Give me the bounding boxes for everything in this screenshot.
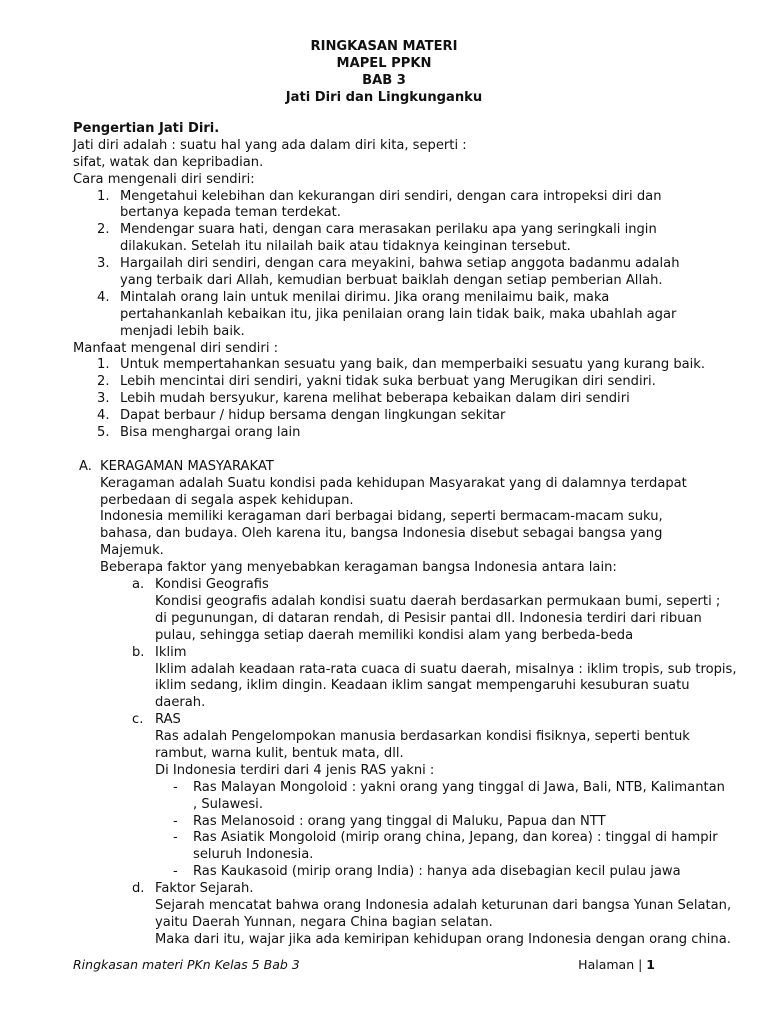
footer-page-number: 1 [646,957,655,972]
paragraph-line: perbedaan di segala aspek kehidupan. [100,492,354,508]
list-item [73,256,703,290]
manfaat-list [73,357,706,441]
list-item [73,222,703,256]
section-a-paragraph [100,476,703,577]
subsection-body [100,661,737,713]
subsection-title: Kondisi Geografis [155,577,269,593]
ras-item-line: , Sulawesi. [193,796,263,812]
ras-item-line: Ras Kaukasoid (mirip orang India) : hanya ada disebagian kecil pulau jawa [193,864,681,880]
list-item-number: 4. [97,289,110,305]
list-item-line: dilakukan. Setelah itu nilailah baik atau tidaknya keinginan tersebut. [120,239,571,255]
ras-item [100,814,703,831]
list-item-line: Hargailah diri sendiri, dengan cara meyakini, bahwa setiap anggota badanmu adalah [120,256,680,272]
subsection-body-line: yaitu Daerah Yunnan, negara China bagian selatan. [155,914,493,930]
ras-item [100,830,718,864]
list-item-line: Bisa menghargai orang lain [120,425,301,441]
paragraph-line: Beberapa faktor yang menyebabkan keragaman bangsa Indonesia antara lain: [100,560,617,576]
subsection-letter: a. [132,577,145,593]
paragraph-line: Keragaman adalah Suatu kondisi pada kehidupan Masyarakat yang di dalamnya terdapat [100,475,687,491]
ras-item-line: Ras Malayan Mongoloid : yakni orang yang tinggal di Jawa, Bali, NTB, Kalimantan [193,779,725,795]
list-item-number: 1. [97,188,110,204]
footer-page-label: Halaman | [578,957,643,972]
list-item-line: Lebih mencintai diri sendiri, yakni tidak suka berbuat yang Merugikan diri sendiri. [120,374,656,390]
subsection-body-line: daerah. [155,695,206,711]
subsection-letter: d. [132,881,145,897]
pengertian-def-line: sifat, watak dan kepribadian. [73,154,264,170]
title-line-4: Jati Diri dan Lingkunganku [285,89,483,105]
subsection-body-line: di pegunungan, di dataran rendah, di Pesisir pantai dll. Indonesia terdiri dari ribuan [155,610,702,626]
subsection-body-line: Sejarah mencatat bahwa orang Indonesia adalah keturunan dari bangsa Yunan Selatan, [155,897,732,913]
cara-heading: Cara mengenali diri sendiri: [73,171,255,187]
subsection-heading [100,881,703,898]
list-item [73,357,706,374]
spacer [73,442,703,459]
subsection-body-line: iklim sedang, iklim dingin. Keadaan iklim sangat mempengaruhi kesuburan suatu [155,678,690,694]
list-item-number: 3. [97,256,110,272]
ras-item-dash: - [173,830,178,846]
section-a-title: KERAGAMAN MASYARAKAT [100,458,274,474]
ras-item-dash: - [173,779,178,795]
paragraph-line: Majemuk. [100,543,164,559]
footer-page [578,957,655,974]
section-a-subsections [100,577,737,949]
subsection-title: RAS [155,712,181,728]
pengertian-def-line: Jati diri adalah : suatu hal yang ada dalam diri kita, seperti : [73,137,467,153]
ras-item [100,779,725,814]
list-item-line: Dapat berbaur / hidup bersama dengan lingkungan sekitar [120,408,506,424]
title-line-2: MAPEL PPKN [336,55,432,71]
list-item [73,391,703,408]
subsection-body-line: Maka dari itu, wajar jika ada kemiripan kehidupan orang Indonesia dengan orang china. [155,931,731,947]
list-item-line: Mendengar suara hati, dengan cara merasakan perilaku apa yang seringkali ingin [120,222,657,238]
subsection-body [100,593,721,645]
list-item-line: Mintalah orang lain untuk menilai dirimu. Jika orang menilaimu baik, maka [120,289,610,305]
list-item [73,189,703,223]
ras-item-dash: - [173,864,178,880]
pengertian-heading: Pengertian Jati Diri. [73,121,220,136]
list-item-line: Lebih mudah bersyukur, karena melihat beberapa kebaikan dalam diri sendiri [120,391,630,407]
subsection-body [100,897,732,949]
list-item-number: 2. [97,222,110,238]
paragraph-line: bahasa, dan budaya. Oleh karena itu, bangsa Indonesia disebut sebagai bangsa yang [100,526,663,542]
document-body [73,121,737,949]
paragraph-line: Indonesia memiliki keragaman dari berbagai bidang, seperti bermacam-macam suku, [100,509,663,525]
ras-item-line: Ras Asiatik Mongoloid (mirip orang china, Jepang, dan korea) : tinggal di hampir [193,830,718,846]
subsection-body-line: rambut, warna kulit, bentuk mata, dll. [155,745,404,761]
list-item-line: menjadi lebih baik. [120,323,245,339]
subsection-letter: c. [132,712,144,728]
list-item-number: 4. [97,408,110,424]
subsection-body-line: pulau, sehingga setiap daerah memiliki kondisi alam yang berbeda-beda [155,627,634,643]
list-item-line: Mengetahui kelebihan dan kekurangan diri sendiri, dengan cara intropeksi diri dan [120,188,662,204]
subsection-title: Iklim [155,644,187,660]
section-a [73,458,737,949]
subsection-letter: b. [132,644,145,660]
list-item [73,425,703,442]
list-item-number: 3. [97,391,110,407]
subsection-body-line: Ras adalah Pengelompokan manusia berdasarkan kondisi fisiknya, seperti bentuk [155,729,690,745]
subsection-body-line: Di Indonesia terdiri dari 4 jenis RAS yakni : [155,762,435,778]
list-item [73,408,703,425]
list-item-number: 5. [97,425,110,441]
subsection-heading [100,712,703,729]
document-title [0,39,768,107]
list-item-line: bertanya kepada teman terdekat. [120,205,341,221]
list-item-number: 2. [97,374,110,390]
footer-title: Ringkasan materi PKn Kelas 5 Bab 3 [73,957,300,972]
subsection-title: Faktor Sejarah. [155,881,254,897]
subsection-heading [100,577,703,594]
subsection-body-line: Kondisi geografis adalah kondisi suatu daerah berdasarkan permukaan bumi, seperti ; [155,593,721,609]
cara-list [73,189,703,341]
manfaat-heading: Manfaat mengenal diri sendiri : [73,340,279,356]
ras-item-line: seluruh Indonesia. [193,847,314,863]
list-item-line: yang terbaik dari Allah, kemudian berbuat baiklah dengan setiap pemberian Allah. [120,273,663,289]
subsection-heading [100,645,703,662]
list-item [73,290,703,341]
subsection-body-line: Iklim adalah keadaan rata-rata cuaca di suatu daerah, misalnya : iklim tropis, sub tropis, [155,661,737,677]
ras-item-line: Ras Melanosoid : orang yang tinggal di Maluku, Papua dan NTT [193,813,606,829]
subsection-body [100,729,703,780]
list-item [73,374,703,391]
list-item-line: pertahankanlah kebaikan itu, jika penilaian orang lain tidak baik, maka ubahlah agar [120,306,677,322]
list-item-number: 1. [97,357,110,373]
list-item-line: Untuk mempertahankan sesuatu yang baik, dan memperbaiki sesuatu yang kurang baik. [120,357,706,373]
ras-item [100,864,703,881]
section-a-number: A. [79,458,92,474]
ras-item-dash: - [173,813,178,829]
title-line-1: RINGKASAN MATERI [310,39,458,54]
title-line-3: BAB 3 [362,72,406,88]
